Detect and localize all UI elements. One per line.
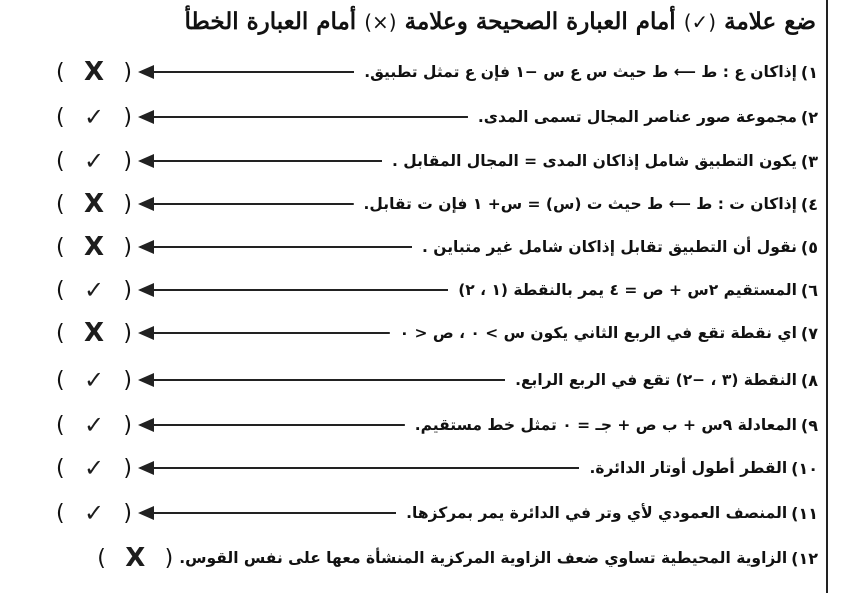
- question-row: [56, 143, 818, 179]
- question-text: اي نقطة تقع في الربع الثاني يكون س > ٠ ، ص < ٠: [399, 324, 797, 342]
- open-paren: (: [56, 500, 65, 526]
- answer-box[interactable]: [97, 543, 173, 573]
- arrow-icon: [140, 71, 354, 73]
- page-border-line: [826, 0, 828, 593]
- answer-box[interactable]: [56, 276, 132, 304]
- cross-mark-icon: X: [125, 543, 146, 573]
- check-symbol-label: (✓): [683, 10, 717, 34]
- question-number: ٤): [800, 194, 818, 214]
- arrow-icon: [140, 467, 579, 469]
- open-paren: (: [56, 367, 65, 393]
- arrow-icon: [140, 203, 354, 205]
- question-number: ١١): [791, 503, 818, 523]
- open-paren: (: [56, 148, 65, 174]
- instruction-title: [10, 2, 816, 42]
- question-number: ٣): [800, 151, 818, 171]
- question-text: المنصف العمودي لأي وتر في الدائرة يمر بمركزها.: [406, 504, 788, 522]
- open-paren: (: [56, 412, 65, 438]
- answer-box[interactable]: [56, 103, 132, 131]
- answer-box[interactable]: [56, 318, 132, 348]
- open-paren: (: [56, 455, 65, 481]
- question-number: ٢): [800, 107, 818, 127]
- question-text: يكون التطبيق شامل إذاكان المدى = المجال المقابل .: [391, 152, 797, 170]
- check-mark-icon: ✓: [83, 366, 105, 394]
- question-number: ٨): [800, 370, 818, 390]
- question-text: الزاوية المحيطية تساوي ضعف الزاوية المركزية المنشأة معها على نفس القوس.: [179, 549, 788, 567]
- cross-symbol-label: (×): [364, 10, 397, 34]
- check-mark-icon: ✓: [83, 411, 105, 439]
- instruction-part3: أمام العبارة الخطأ: [184, 8, 357, 35]
- open-paren: (: [56, 104, 65, 130]
- answer-box[interactable]: [56, 232, 132, 262]
- close-paren: ): [123, 277, 132, 303]
- arrow-icon: [140, 246, 412, 248]
- close-paren: ): [123, 148, 132, 174]
- question-text: إذاكان ع : ط ⟵ ط حيث س ع س −١ فإن ع تمثل تطبيق.: [364, 63, 797, 81]
- answer-box[interactable]: [56, 366, 132, 394]
- question-number: ١): [800, 62, 818, 82]
- question-text: المعادلة ٩س + ب ص + جـ = ٠ تمثل خط مستقيم.: [414, 416, 797, 434]
- open-paren: (: [56, 234, 65, 260]
- arrow-icon: [140, 379, 505, 381]
- question-row: [56, 540, 818, 576]
- question-text: إذاكان ت : ط ⟵ ط حيث ت (س) = س+ ١ فإن ت تقابل.: [363, 195, 797, 213]
- answer-box[interactable]: [56, 411, 132, 439]
- question-text: مجموعة صور عناصر المجال تسمى المدى.: [477, 108, 797, 126]
- open-paren: (: [56, 320, 65, 346]
- arrow-icon: [140, 289, 448, 291]
- question-row: [56, 407, 818, 443]
- close-paren: ): [123, 455, 132, 481]
- instruction-part2: أمام العبارة الصحيحة وعلامة: [404, 8, 676, 35]
- question-number: ٥): [800, 237, 818, 257]
- open-paren: (: [97, 545, 106, 571]
- cross-mark-icon: X: [83, 189, 105, 219]
- question-row: [56, 272, 818, 308]
- close-paren: ): [123, 104, 132, 130]
- question-row: [56, 54, 818, 90]
- check-mark-icon: ✓: [83, 276, 105, 304]
- question-text: المستقيم ٢س + ص = ٤ يمر بالنقطة (١ ، ٢): [458, 281, 797, 299]
- answer-box[interactable]: [56, 499, 132, 527]
- cross-mark-icon: X: [83, 57, 105, 87]
- close-paren: ): [123, 412, 132, 438]
- answer-box[interactable]: [56, 454, 132, 482]
- question-row: [56, 315, 818, 351]
- instruction-part1: ضع علامة: [724, 8, 816, 35]
- answer-box[interactable]: [56, 147, 132, 175]
- question-number: ١٢): [791, 548, 818, 568]
- question-number: ٦): [800, 280, 818, 300]
- question-row: [56, 99, 818, 135]
- cross-mark-icon: X: [83, 232, 105, 262]
- question-text: القطر أطول أوتار الدائرة.: [589, 459, 788, 477]
- close-paren: ): [123, 59, 132, 85]
- close-paren: ): [123, 367, 132, 393]
- question-row: [56, 450, 818, 486]
- arrow-icon: [140, 116, 468, 118]
- question-row: [56, 229, 818, 265]
- check-mark-icon: ✓: [83, 147, 105, 175]
- close-paren: ): [123, 234, 132, 260]
- question-text: نقول أن التطبيق تقابل إذاكان شامل غير متباين .: [422, 238, 797, 256]
- close-paren: ): [123, 320, 132, 346]
- question-row: [56, 362, 818, 398]
- check-mark-icon: ✓: [83, 499, 105, 527]
- question-text: النقطة (٣ ، −٢) تقع في الربع الرابع.: [515, 371, 797, 389]
- check-mark-icon: ✓: [83, 103, 105, 131]
- question-number: ٩): [800, 415, 818, 435]
- arrow-icon: [140, 160, 382, 162]
- open-paren: (: [56, 59, 65, 85]
- arrow-icon: [140, 424, 405, 426]
- answer-box[interactable]: [56, 189, 132, 219]
- close-paren: ): [123, 191, 132, 217]
- arrow-icon: [140, 332, 390, 334]
- open-paren: (: [56, 277, 65, 303]
- question-row: [56, 495, 818, 531]
- question-number: ١٠): [791, 458, 818, 478]
- question-row: [56, 186, 818, 222]
- question-number: ٧): [800, 323, 818, 343]
- close-paren: ): [123, 500, 132, 526]
- check-mark-icon: ✓: [83, 454, 105, 482]
- cross-mark-icon: X: [83, 318, 105, 348]
- arrow-icon: [140, 512, 396, 514]
- answer-box[interactable]: [56, 57, 132, 87]
- close-paren: ): [164, 545, 174, 571]
- open-paren: (: [56, 191, 65, 217]
